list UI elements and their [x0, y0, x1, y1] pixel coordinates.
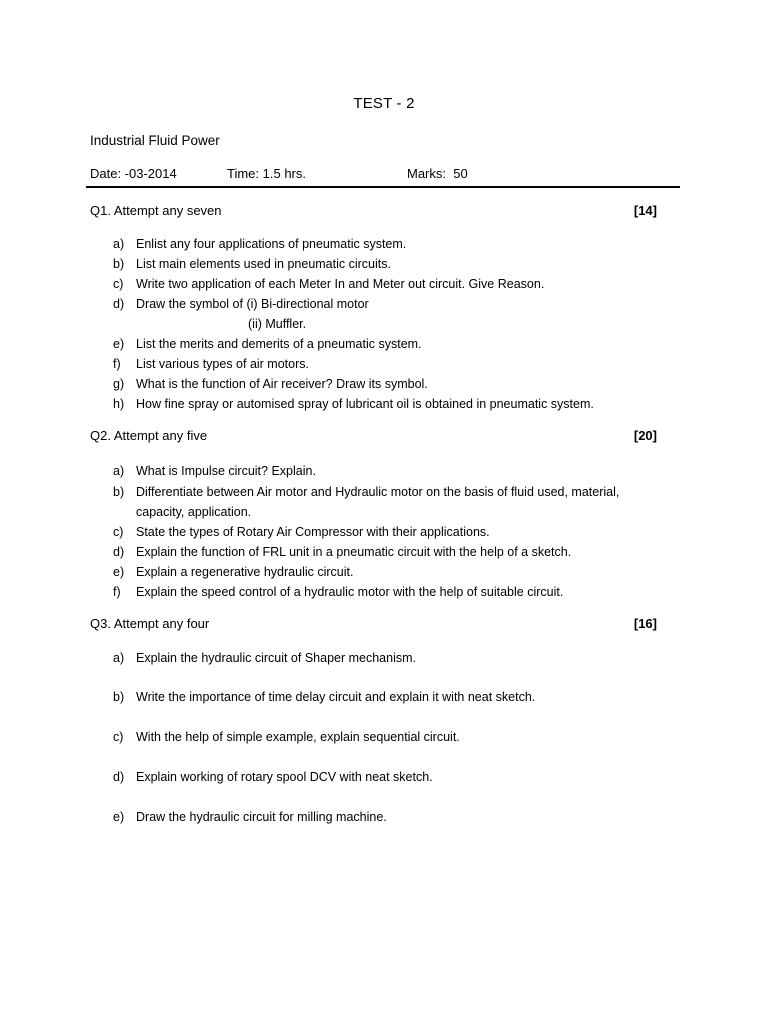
item-text: Explain the speed control of a hydraulic motor with the help of suitable circuit. — [136, 585, 564, 599]
q2-marks: [20] — [633, 428, 657, 443]
item-text: Explain the function of FRL unit in a pneumatic circuit with the help of a sketch. — [136, 545, 572, 559]
item-text: Enlist any four applications of pneumatic system. — [136, 237, 407, 251]
q1-marks: [14] — [633, 203, 657, 218]
q3-heading-row — [90, 616, 657, 634]
item-letter: b) — [113, 690, 125, 704]
q1-item-d-continuation: (ii) Muffler. — [248, 317, 307, 331]
item-letter: a) — [113, 237, 125, 251]
item-text: Explain a regenerative hydraulic circuit. — [136, 565, 354, 579]
exam-time: Time: 1.5 hrs. — [227, 166, 306, 181]
item-text: What is the function of Air receiver? Draw its symbol. — [136, 377, 428, 391]
item-letter: f) — [113, 585, 121, 599]
item-text: Draw the symbol of (i) Bi-directional motor — [136, 297, 369, 311]
item-letter: c) — [113, 730, 124, 744]
q2-heading-row — [90, 428, 657, 446]
item-text: List the merits and demerits of a pneumatic system. — [136, 337, 422, 351]
subject-name: Industrial Fluid Power — [90, 133, 220, 148]
item-text: Differentiate between Air motor and Hydraulic motor on the basis of fluid used, material, capacity, application. — [136, 485, 620, 519]
exam-meta-row — [90, 166, 680, 184]
item-text: Explain working of rotary spool DCV with neat sketch. — [136, 770, 433, 784]
item-letter: c) — [113, 525, 124, 539]
item-letter: d) — [113, 545, 125, 559]
item-letter: f) — [113, 357, 121, 371]
q2-heading: Q2. Attempt any five — [90, 428, 208, 443]
item-text: List various types of air motors. — [136, 357, 309, 371]
item-letter: a) — [113, 464, 125, 478]
item-letter: d) — [113, 770, 125, 784]
exam-date: Date: -03-2014 — [90, 166, 177, 181]
exam-marks: Marks: 50 — [407, 166, 468, 181]
item-letter: b) — [113, 257, 125, 271]
q1-heading-row — [90, 203, 657, 221]
item-letter: e) — [113, 565, 125, 579]
q3-heading: Q3. Attempt any four — [90, 616, 210, 631]
item-letter: g) — [113, 377, 125, 391]
item-text: List main elements used in pneumatic circuits. — [136, 257, 391, 271]
item-text: Draw the hydraulic circuit for milling machine. — [136, 810, 387, 824]
item-text: With the help of simple example, explain sequential circuit. — [136, 730, 460, 744]
item-text: Write the importance of time delay circuit and explain it with neat sketch. — [136, 690, 536, 704]
item-letter: h) — [113, 397, 125, 411]
q1-heading: Q1. Attempt any seven — [90, 203, 222, 218]
header-divider — [86, 186, 680, 188]
item-letter: e) — [113, 810, 125, 824]
page-title: TEST - 2 — [353, 95, 415, 112]
item-letter: b) — [113, 485, 125, 499]
item-letter: c) — [113, 277, 124, 291]
item-letter: a) — [113, 651, 125, 665]
item-text: What is Impulse circuit? Explain. — [136, 464, 316, 478]
q3-marks: [16] — [633, 616, 657, 631]
item-text: How fine spray or automised spray of lubricant oil is obtained in pneumatic system. — [136, 397, 594, 411]
item-text: Write two application of each Meter In and Meter out circuit. Give Reason. — [136, 277, 545, 291]
item-text: Explain the hydraulic circuit of Shaper mechanism. — [136, 651, 416, 665]
item-letter: e) — [113, 337, 125, 351]
item-letter: d) — [113, 297, 125, 311]
item-text: State the types of Rotary Air Compressor with their applications. — [136, 525, 490, 539]
